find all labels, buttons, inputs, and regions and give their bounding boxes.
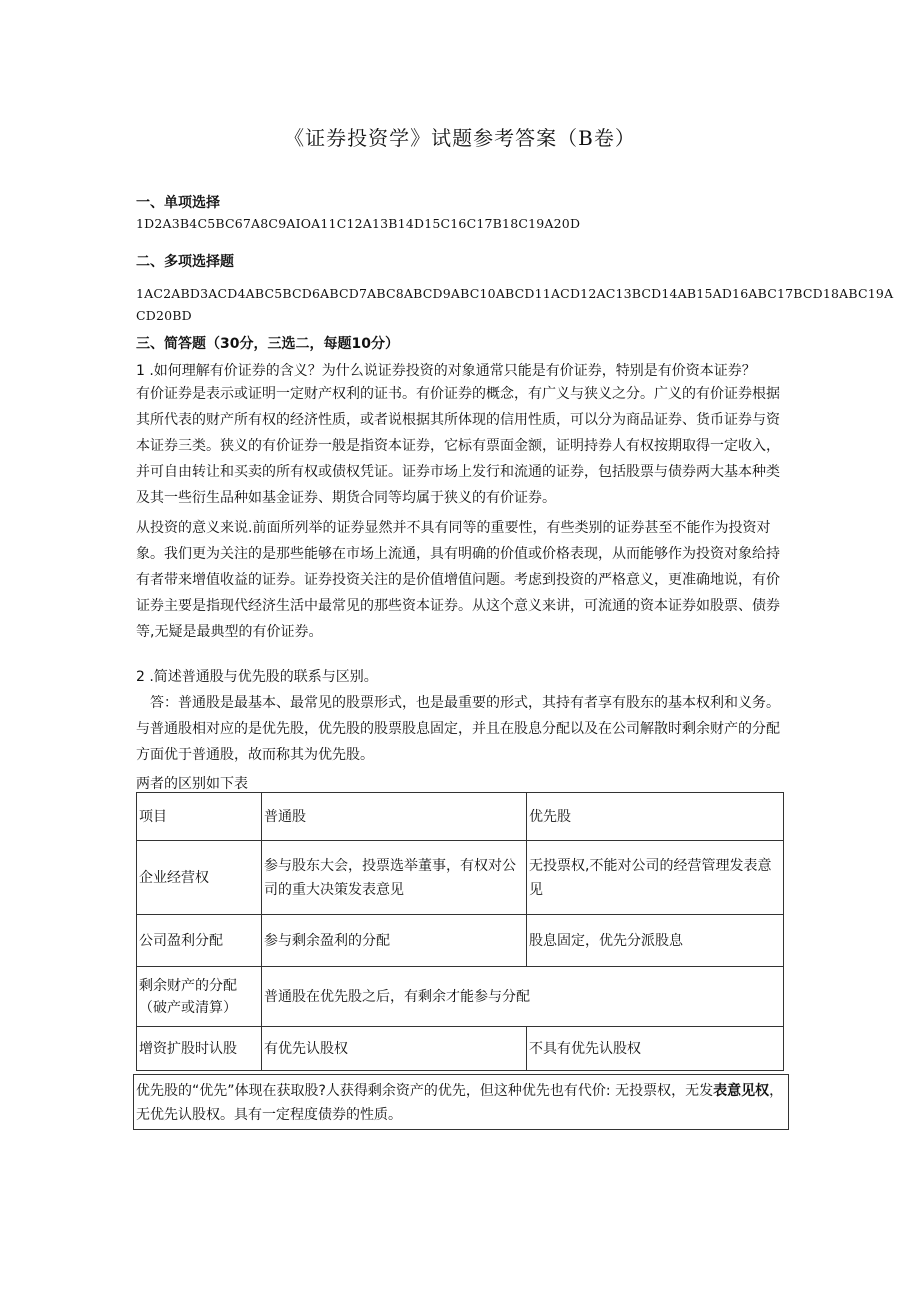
section3-heading [136, 333, 399, 353]
note-text-2: ，无优先认股权。具有一定程度债券的性质。 [136, 1083, 784, 1123]
table-cell [137, 967, 262, 1027]
table-header-row [137, 793, 784, 841]
section2-answers-line1: 1AC2ABD3ACD4ABC5BCD6ABCD7ABC8ABCD9ABC10ABCD11ACD12AC13BCD14AB15AD16ABC17BCD18ABC19A [136, 286, 894, 301]
page-title: 《证券投资学》试题参考答案（B卷） [284, 126, 636, 150]
note-text-1: 优先股的“优先”体现在获取股?人获得剩余资产的优先，但这种优先也有代价: 无投票权，无发 [136, 1083, 714, 1099]
section1-heading: 一、单项选择 [136, 195, 220, 211]
section3-heading-note: （30分，三选二，每题10分） [206, 336, 399, 352]
table-cell: 股息固定，优先分派股息 [527, 915, 784, 967]
note-text-bold: 表意见权 [713, 1083, 770, 1099]
table-cell-merged: 普通股在优先股之后，有剩余才能参与分配 [262, 967, 784, 1027]
priority-note-box [133, 1074, 789, 1130]
table-cell: 参与股东大会，投票选举董事，有权对公司的重大决策发表意见 [262, 841, 527, 915]
table-header-cell: 优先股 [527, 793, 784, 841]
row3-label-line2: （破产或清算） [139, 999, 237, 1016]
table-cell: 无投票权,不能对公司的经营管理发表意见 [527, 841, 784, 915]
q1-question: 1 .如何理解有价证券的含义？为什么说证券投资的对象通常只能是有价证券，特别是有价资本证券？ [136, 363, 756, 379]
table-cell: 有优先认股权 [262, 1027, 527, 1071]
table-row [137, 915, 784, 967]
section3-heading-label: 三、简答题 [136, 336, 206, 352]
table-cell: 参与剩余盈利的分配 [262, 915, 527, 967]
table-row [137, 841, 784, 915]
section2-heading: 二、多项选择题 [136, 254, 234, 270]
row3-label-line1: 剩余财产的分配 [139, 977, 237, 994]
table-row [137, 967, 784, 1027]
table-cell: 企业经营权 [137, 841, 262, 915]
q1-paragraph-1: 有价证券是表示或证明一定财产权利的证书。有价证券的概念，有广义与狭义之分。广义的有价证券根据其所代表的财产所有权的经济性质，或者说根据其所体现的信用性质，可以分为商品证券、货币证券与资本证券三类。狭义的有价证券一般是指资本证券，它标有票面金额，证明持券人有权按期取得一定收入，并可自由转让和买卖的所有权或债权凭证。证券市场上发行和流通的证券，包括股票与债券两大基本种类及其一些衍生品种如基金证券、期货合同等均属于狭义的有价证券。 [136, 386, 780, 506]
table-header-cell: 项目 [137, 793, 262, 841]
table-cell: 增资扩股时认股 [137, 1027, 262, 1071]
q2-answer: 答：普通股是最基本、最常见的股票形式，也是最重要的形式，其持有者享有股东的基本权利和义务。与普通股相对应的是优先股，优先股的股票股息固定，并且在股息分配以及在公司解散时剩余财产的分配方面优于普通股，故而称其为优先股。 [136, 695, 780, 763]
section1-answers: 1D2A3B4C5BC67A8C9AIOA11C12A13B14D15C16C17B18C19A20D [136, 216, 581, 231]
section2-answers-line2: CD20BD [136, 308, 192, 323]
table-row [137, 1027, 784, 1071]
table-header-cell: 普通股 [262, 793, 527, 841]
comparison-table [136, 792, 784, 1071]
table-cell: 不具有优先认股权 [527, 1027, 784, 1071]
table-cell: 公司盈利分配 [137, 915, 262, 967]
q1-paragraph-2: 从投资的意义来说.前面所列举的证券显然并不具有同等的重要性，有些类别的证券甚至不能作为投资对象。我们更为关注的是那些能够在市场上流通，具有明确的价值或价格表现，从而能够作为投资对象给持有者带来增值收益的证券。证券投资关注的是价值增值问题。考虑到投资的严格意义，更准确地说，有价证券主要是指现代经济生活中最常见的那些资本证券。从这个意义来讲，可流通的资本证券如股票、债券等,无疑是最典型的有价证券。 [136, 520, 780, 640]
q2-question: 2 .简述普通股与优先股的联系与区别。 [136, 669, 378, 685]
table-intro: 两者的区别如下表 [136, 776, 248, 792]
